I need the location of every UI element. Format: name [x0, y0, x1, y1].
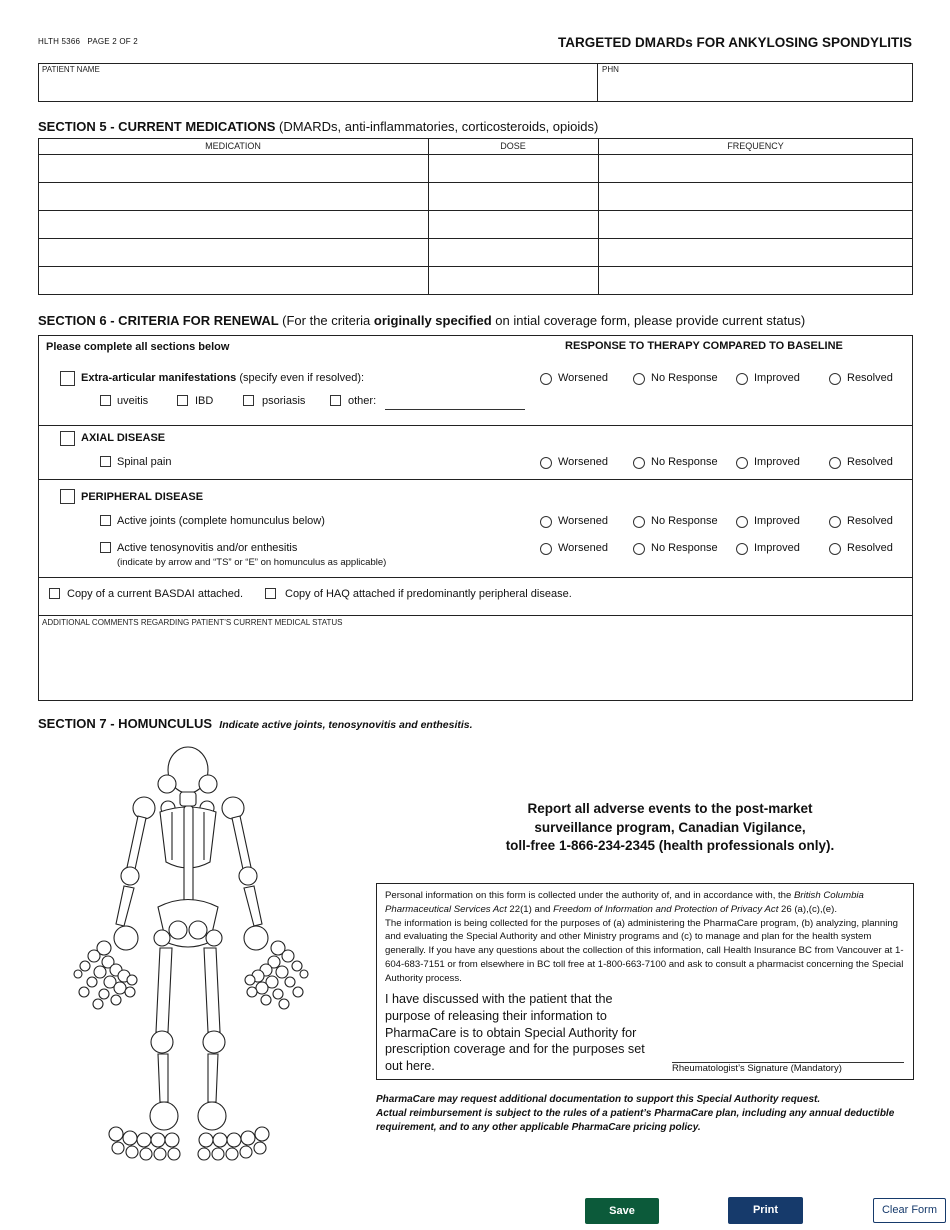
col-frequency: FREQUENCY — [727, 141, 784, 151]
dose-cell[interactable] — [430, 268, 596, 293]
peripheral-disease-label: PERIPHERAL DISEASE — [81, 491, 204, 503]
section5-title: SECTION 5 - CURRENT MEDICATIONS (DMARDs, anti-inflammatories, corticosteroids, opioids) — [38, 119, 599, 134]
patient-name-label: PATIENT NAME — [42, 65, 100, 74]
privacy-authority-text: Personal information on this form is collected under the authority of, and in accordance with, the British Columbia Pharmaceutical Services Act 22(1) and Freedom of Information and Protection of Privacy Act 26 (a),(c),(e). — [385, 890, 864, 915]
axial-disease-checkbox[interactable] — [60, 431, 75, 446]
comments-label: ADDITIONAL COMMENTS REGARDING PATIENT’S CURRENT MEDICAL STATUS — [42, 618, 343, 627]
phn-label: PHN — [602, 65, 619, 74]
basdai-checkbox[interactable] — [49, 588, 60, 599]
joints-resolved-radio[interactable] — [829, 516, 841, 528]
privacy-purpose-text: The information is being collected for the purposes of (a) administering the PharmaCare program, (b) analyzing, planning and evaluating the Special Authority and other Ministry programs and (c) to manage and plan for the health system generally. If you have any questions about the collection of this information, call Health Insurance BC from Vancouver at 1-604-683-7151 or from elsewhere in BC toll free at 1-800-663-7100 and ask to consult a pharmacist concerning the Special Authority process. — [385, 917, 904, 984]
psoriasis-checkbox[interactable] — [243, 395, 254, 406]
extra-articular-checkbox[interactable] — [60, 371, 75, 386]
joints-noresponse-label: No Response — [651, 515, 718, 527]
extra-resolved-radio[interactable] — [829, 373, 841, 385]
tenosynovitis-label: Active tenosynovitis and/or enthesitis — [117, 542, 298, 554]
pharmacare-note: PharmaCare may request additional documentation to support this Special Authority request. Actual reimbursement is subject to the rules of a patient’s PharmaCare plan, including any annual deductible requirement, and to any other applicable PharmaCare pricing policy. — [376, 1094, 895, 1134]
spinal-pain-label: Spinal pain — [117, 456, 172, 468]
other-checkbox[interactable] — [330, 395, 341, 406]
spinal-resolved-radio[interactable] — [829, 457, 841, 469]
ibd-label: IBD — [195, 395, 214, 407]
extra-improved-radio[interactable] — [736, 373, 748, 385]
joints-resolved-label: Resolved — [847, 515, 893, 527]
print-button[interactable]: Print — [728, 1197, 803, 1224]
phn-field[interactable] — [600, 75, 911, 100]
haq-checkbox[interactable] — [265, 588, 276, 599]
tenosynovitis-note: (indicate by arrow and “TS” or “E” on homunculus as applicable) — [117, 557, 387, 568]
instruction-text: Please complete all sections below — [46, 341, 230, 353]
uveitis-checkbox[interactable] — [100, 395, 111, 406]
medication-cell[interactable] — [40, 184, 426, 208]
spinal-noresponse-radio[interactable] — [633, 457, 645, 469]
patient-name-field[interactable] — [40, 75, 595, 100]
save-button[interactable]: Save — [585, 1198, 659, 1224]
haq-label: Copy of HAQ attached if predominantly peripheral disease. — [285, 588, 572, 600]
medication-cell[interactable] — [40, 240, 426, 264]
active-joints-checkbox[interactable] — [100, 515, 111, 526]
frequency-cell[interactable] — [600, 240, 911, 264]
joints-improved-radio[interactable] — [736, 516, 748, 528]
frequency-cell[interactable] — [600, 212, 911, 236]
spinal-pain-checkbox[interactable] — [100, 456, 111, 467]
extra-improved-label: Improved — [754, 372, 800, 384]
clear-form-button[interactable]: Clear Form — [873, 1198, 946, 1223]
dose-cell[interactable] — [430, 212, 596, 236]
uveitis-label: uveitis — [117, 395, 149, 407]
joints-improved-label: Improved — [754, 515, 800, 527]
frequency-cell[interactable] — [600, 184, 911, 208]
dose-cell[interactable] — [430, 184, 596, 208]
extra-noresponse-radio[interactable] — [633, 373, 645, 385]
medication-cell[interactable] — [40, 268, 426, 293]
dose-cell[interactable] — [430, 156, 596, 180]
extra-noresponse-label: No Response — [651, 372, 718, 384]
col-dose: DOSE — [500, 141, 526, 151]
signature-field[interactable] — [672, 1036, 904, 1063]
medication-cell[interactable] — [40, 212, 426, 236]
ibd-checkbox[interactable] — [177, 395, 188, 406]
basdai-label: Copy of a current BASDAI attached. — [67, 588, 244, 600]
extra-worsened-radio[interactable] — [540, 373, 552, 385]
teno-worsened-label: Worsened — [558, 542, 608, 554]
joints-worsened-label: Worsened — [558, 515, 608, 527]
spinal-improved-radio[interactable] — [736, 457, 748, 469]
teno-resolved-radio[interactable] — [829, 543, 841, 555]
other-label: other: — [348, 395, 377, 407]
spinal-resolved-label: Resolved — [847, 456, 893, 468]
spinal-worsened-radio[interactable] — [540, 457, 552, 469]
signature-label: Rheumatologist’s Signature (Mandatory) — [672, 1063, 842, 1074]
section7-title: SECTION 7 - HOMUNCULUS Indicate active joints, tenosynovitis and enthesitis. — [38, 716, 473, 731]
peripheral-disease-checkbox[interactable] — [60, 489, 75, 504]
form-id: HLTH 5366 PAGE 2 OF 2 — [38, 37, 138, 46]
psoriasis-label: psoriasis — [262, 395, 306, 407]
teno-resolved-label: Resolved — [847, 542, 893, 554]
tenosynovitis-checkbox[interactable] — [100, 542, 111, 553]
spinal-improved-label: Improved — [754, 456, 800, 468]
teno-worsened-radio[interactable] — [540, 543, 552, 555]
spinal-worsened-label: Worsened — [558, 456, 608, 468]
frequency-cell[interactable] — [600, 156, 911, 180]
extra-articular-label: Extra-articular manifestations (specify even if resolved): — [81, 372, 365, 384]
axial-disease-label: AXIAL DISEASE — [81, 432, 166, 444]
extra-resolved-label: Resolved — [847, 372, 893, 384]
response-header: RESPONSE TO THERAPY COMPARED TO BASELINE — [565, 340, 843, 352]
homunculus-figure[interactable] — [60, 742, 325, 1167]
medication-cell[interactable] — [40, 156, 426, 180]
comments-field[interactable] — [40, 629, 911, 699]
joints-worsened-radio[interactable] — [540, 516, 552, 528]
col-medication: MEDICATION — [205, 141, 261, 151]
consent-text: I have discussed with the patient that the purpose of releasing their information to PharmaCare is to obtain Special Authority for prescription coverage and for the purposes set out here. — [385, 992, 645, 1074]
joints-noresponse-radio[interactable] — [633, 516, 645, 528]
teno-noresponse-label: No Response — [651, 542, 718, 554]
extra-worsened-label: Worsened — [558, 372, 608, 384]
page-number: PAGE 2 OF 2 — [87, 37, 138, 46]
teno-improved-radio[interactable] — [736, 543, 748, 555]
section6-title: SECTION 6 - CRITERIA FOR RENEWAL (For the criteria originally specified on intial coverage form, please provide current status) — [38, 313, 806, 328]
other-input[interactable] — [385, 396, 525, 410]
frequency-cell[interactable] — [600, 268, 911, 293]
spinal-noresponse-label: No Response — [651, 456, 718, 468]
active-joints-label: Active joints (complete homunculus below) — [117, 515, 325, 527]
teno-improved-label: Improved — [754, 542, 800, 554]
form-title: TARGETED DMARDs FOR ANKYLOSING SPONDYLITIS — [557, 35, 912, 50]
teno-noresponse-radio[interactable] — [633, 543, 645, 555]
dose-cell[interactable] — [430, 240, 596, 264]
adverse-events-notice: Report all adverse events to the post-market surveillance program, Canadian Vigilance, toll-free 1-866-234-2345 (health professionals only). — [505, 801, 835, 853]
